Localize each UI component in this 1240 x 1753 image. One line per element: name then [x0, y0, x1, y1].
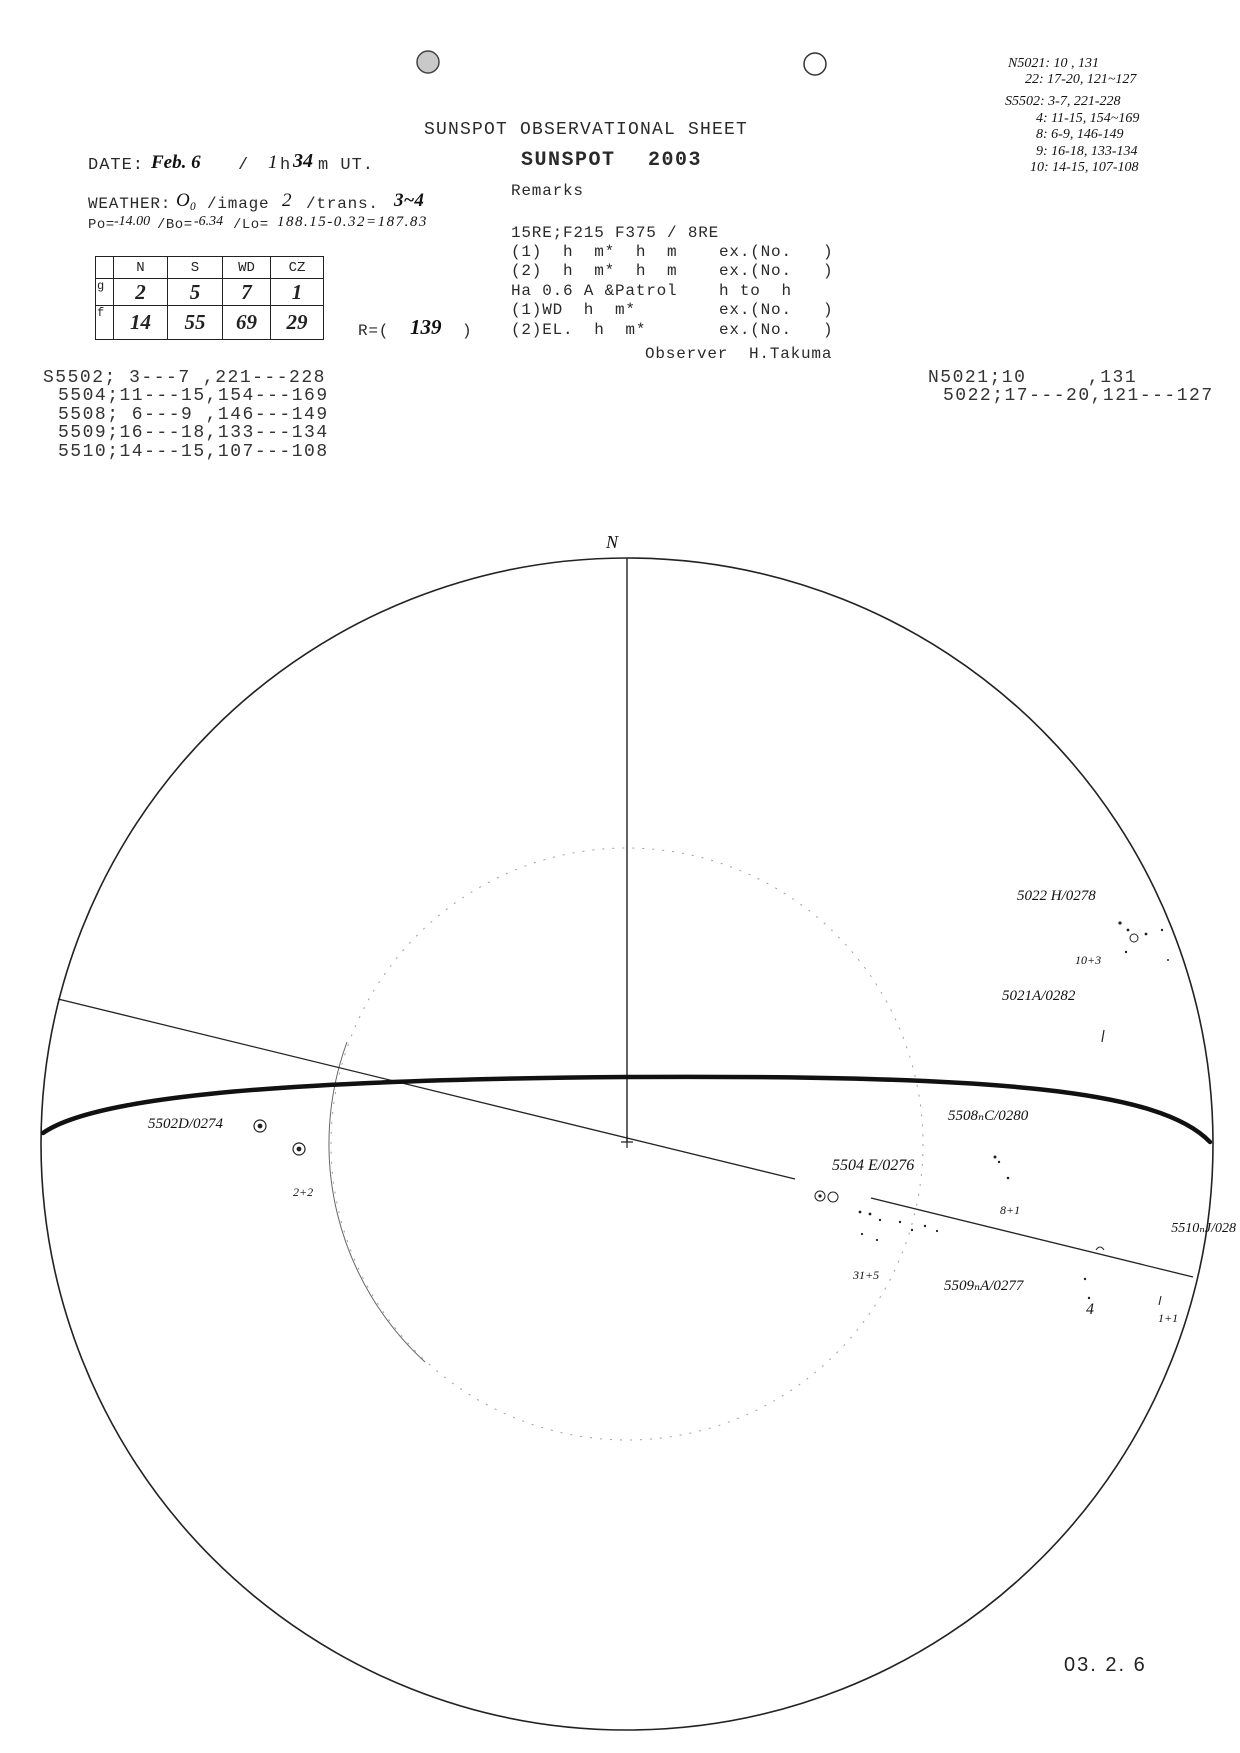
sunspot-mark: [1167, 959, 1169, 961]
sunspot-mark: [1007, 1177, 1010, 1180]
inner-reference-arc: [329, 1042, 425, 1362]
table-cell: 69: [223, 306, 271, 340]
south-group-line: 5504;11---15,154---169: [58, 386, 329, 406]
observer-line: Observer H.Takuma: [645, 345, 833, 363]
group-label-5509A: 5509ₙA/0277: [944, 1278, 1024, 1294]
sunspot-mark: [859, 1211, 862, 1214]
date-day: Feb. 6: [151, 152, 201, 173]
sunspot-mark: [818, 1194, 821, 1197]
sunspot-mark: [1145, 933, 1148, 936]
sunspot-mark: [1088, 1297, 1090, 1299]
sunspot-mark: [1161, 929, 1163, 931]
sunspot-mark: [899, 1221, 901, 1223]
table-header-cell: N: [114, 257, 168, 279]
date-suffix: m UT.: [318, 156, 375, 175]
sunspot-mark: [869, 1213, 872, 1216]
table-cell: 1: [271, 279, 324, 306]
sunspot-mark: [1084, 1278, 1086, 1280]
sheet-year: 2003: [648, 149, 703, 172]
sunspot-mark: [924, 1225, 926, 1227]
weather-image-label: /image: [207, 195, 270, 213]
group-count-5510J: 1+1: [1158, 1311, 1179, 1325]
remarks-line: Ha 0.6 A &Patrol h to h: [511, 282, 792, 300]
table-header-cell: S: [168, 257, 223, 279]
sunspot-mark: [998, 1161, 1000, 1163]
group-count-5504E: 31+5: [853, 1268, 880, 1282]
group-count-5509A: 4: [1086, 1301, 1094, 1318]
group-label-5502D: 5502D/0274: [148, 1116, 223, 1132]
sunspot-mark: [876, 1239, 878, 1241]
table-header-row: [96, 257, 324, 279]
south-group-line: S5502; 3---7 ,221---228: [43, 368, 326, 388]
bo-label: /Bo=: [157, 217, 193, 233]
date-separator: /: [238, 156, 250, 175]
table-row-label: g: [96, 279, 114, 306]
table-header-cell: CZ: [271, 257, 324, 279]
lo-label: /Lo=: [233, 217, 269, 233]
sunspot-group-5509: [1084, 1278, 1090, 1299]
po-value: -14.00: [114, 214, 151, 229]
note-line: 10: 14-15, 107-108: [1030, 160, 1139, 175]
table-corner-cell: [96, 257, 114, 279]
disk-center-mark: [621, 1136, 633, 1148]
sunspot-mark: [1159, 1296, 1161, 1305]
table-cell: 7: [223, 279, 271, 306]
table-cell: 14: [114, 306, 168, 340]
note-line: 22: 17-20, 121~127: [1025, 72, 1137, 87]
group-count-5022H: 10+3: [1075, 953, 1102, 967]
sunspot-mark: [1130, 934, 1138, 942]
sunspot-mark: [994, 1156, 997, 1159]
punch-hole-right: [804, 53, 826, 75]
sunspot-mark: [1125, 951, 1127, 953]
table-row-label: f: [96, 306, 114, 340]
note-line: 8: 6-9, 146-149: [1036, 127, 1124, 142]
south-group-line: 5509;16---18,133---134: [58, 423, 329, 443]
footer-date: 03. 2. 6: [1064, 1654, 1147, 1676]
reference-line-east: [871, 1198, 1193, 1277]
north-label: N: [606, 532, 619, 552]
sunspot-group-5502: [254, 1120, 305, 1155]
table-cell: 2: [114, 279, 168, 306]
north-group-line: N5021;10 ,131: [928, 368, 1138, 388]
sunspot-mark: [1096, 1247, 1104, 1250]
sunspot-group-5508: [994, 1156, 1010, 1180]
note-line: S5502: 3-7, 221-228: [1005, 94, 1121, 109]
date-label: DATE:: [88, 156, 145, 175]
group-label-5504E: 5504 E/0276: [832, 1157, 915, 1174]
remarks-label: Remarks: [511, 182, 584, 200]
north-group-line: 5022;17---20,121---127: [943, 386, 1214, 406]
date-h-unit: h: [280, 156, 292, 175]
south-group-line: 5508; 6---9 ,146---149: [58, 405, 329, 425]
group-label-5021A: 5021A/0282: [1002, 988, 1076, 1004]
group-label-5508C: 5508ₙC/0280: [948, 1108, 1029, 1124]
reference-line-west: [58, 999, 795, 1179]
sunspot-mark: [297, 1147, 301, 1151]
remarks-line: (2) h m* h m ex.(No. ): [511, 262, 834, 280]
south-group-line: 5510;14---15,107---108: [58, 442, 329, 462]
group-count-5508C: 8+1: [1000, 1203, 1021, 1217]
sunspot-mark: [936, 1230, 938, 1232]
remarks-line: 15RE;F215 F375 / 8RE: [511, 224, 720, 242]
sunspot-mark: [1118, 921, 1121, 924]
sunspot-mark: [1127, 929, 1130, 932]
bo-value: -6.34: [194, 214, 224, 229]
group-label-5022H: 5022 H/0278: [1017, 888, 1096, 904]
relative-number-value: 139: [410, 315, 442, 339]
table-cell: 5: [168, 279, 223, 306]
sunspot-group-5022: [1118, 921, 1169, 961]
remarks-line: (1)WD h m* ex.(No. ): [511, 301, 834, 319]
sunspot-mark: [258, 1124, 262, 1128]
table-header-cell: WD: [223, 257, 271, 279]
table-row: [96, 279, 324, 306]
table-row: [96, 306, 324, 340]
table-cell: 55: [168, 306, 223, 340]
date-minute: 34: [293, 150, 313, 172]
weather-sky: O₀: [176, 190, 197, 211]
note-line: 4: 11-15, 154~169: [1036, 111, 1140, 126]
po-label: Po=: [88, 217, 115, 233]
sunspot-mark: [911, 1229, 913, 1231]
relative-number-close: ): [462, 322, 473, 340]
sunspot-mark: [1102, 1030, 1104, 1042]
date-hour: 1: [268, 152, 278, 173]
sunspot-mark: [879, 1219, 881, 1221]
sunspot-mark: [828, 1192, 838, 1202]
note-line: N5021: 10 , 131: [1008, 56, 1099, 71]
note-line: 9: 16-18, 133-134: [1036, 144, 1138, 159]
weather-label: WEATHER:: [88, 195, 172, 213]
group-count-5502D: 2+2: [293, 1185, 314, 1199]
sunspot-group-5504: [815, 1191, 938, 1241]
sheet-label: SUNSPOT: [521, 149, 616, 172]
sunspot-mark: [861, 1233, 863, 1235]
weather-image-value: 2: [282, 190, 292, 211]
relative-number-open: R=(: [358, 322, 390, 340]
table-cell: 29: [271, 306, 324, 340]
lo-value: 188.15-0.32=187.83: [277, 214, 428, 230]
punch-hole-left: [417, 51, 439, 73]
weather-trans-value: 3~4: [394, 190, 424, 211]
remarks-line: (2)EL. h m* ex.(No. ): [511, 321, 834, 339]
weather-trans-label: /trans.: [306, 195, 379, 213]
sunspot-group-5021: [1102, 1030, 1104, 1042]
group-label-5510J: 5510ₙJ/028: [1171, 1221, 1236, 1236]
remarks-line: (1) h m* h m ex.(No. ): [511, 243, 834, 261]
sheet-title: SUNSPOT OBSERVATIONAL SHEET: [424, 120, 749, 140]
counts-table: [95, 256, 324, 340]
